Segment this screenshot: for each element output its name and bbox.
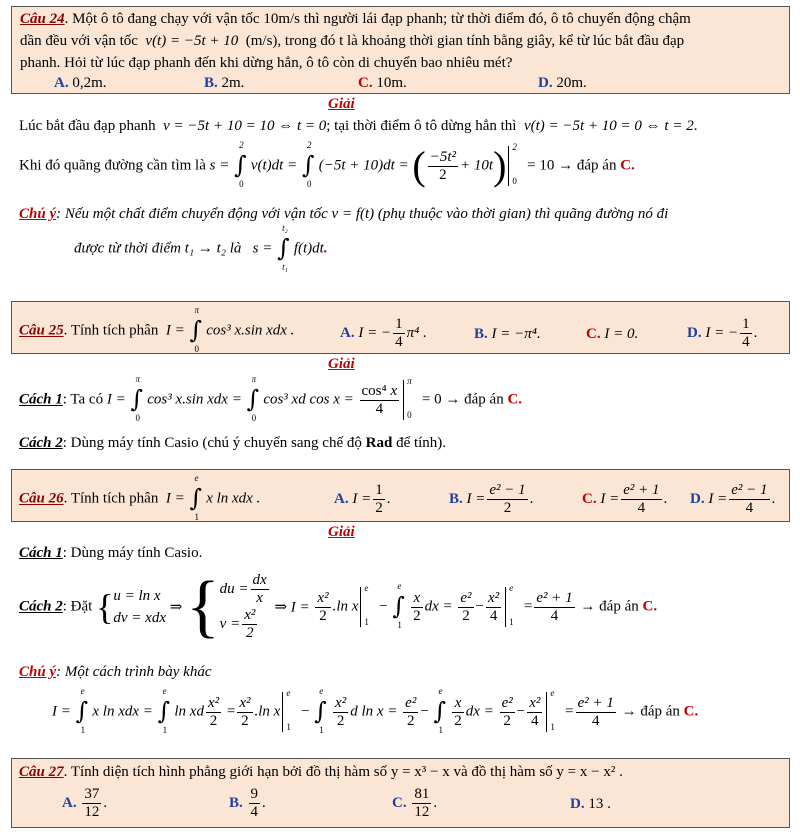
q27-option-c: C. $\frac{81}{12}$ . — [392, 786, 438, 820]
q26-stem: Câu 26. Tính tích phân I = e ∫ 1 x ln xdx . — [19, 473, 261, 522]
q26-option-c: C. I = $\frac{\text{e² + 1}}{4}$ . — [582, 482, 668, 516]
q27-option-a: A. $\frac{37}{12}$ . — [62, 786, 108, 820]
q24-option-d: D. 20m. — [538, 75, 587, 91]
sol24-line-2: Khi đó quãng đường cần tìm là s = 2 ∫ 0 v(t)dt = 2 ∫ 0 (−5t + 10)dt = ( $\frac{\text{−5t²}}{2}$ + 10t) 2 0 = 10 → đáp án C. — [19, 140, 635, 189]
sol25-cach-2: Cách 2: Dùng máy tính Casio (chú ý chuyển sang chế độ Rad để tính). — [19, 435, 447, 451]
sol26-cach-1: Cách 1: Dùng máy tính Casio. — [19, 545, 203, 561]
q24-option-c: C. 10m. — [358, 75, 407, 91]
q24-option-a: A. 0,2m. — [54, 75, 107, 91]
question-27-box — [11, 758, 790, 828]
q24-line-2: dần đều với vận tốc v(t) = −5t + 10 (m/s), trong đó t là khoảng thời gian tính bằng giây, kể từ lúc bắt đầu đạp — [20, 33, 685, 49]
sol25-cach-1: Cách 1: Ta có I = π ∫ 0 cos³ x.sin xdx = π ∫ 0 cos³ xd cos x = $\frac{\text{cos⁴ x}}{4}$ π 0 = 0 → đáp án C. — [19, 374, 523, 423]
q25-option-d: D. I = − $\frac{1}{4}$ . — [687, 316, 758, 350]
q25-stem: Câu 25. Tính tích phân I = π ∫ 0 cos³ x.sin xdx . — [19, 305, 295, 354]
sol26-cach-2: Cách 2: Đặt { u = ln x dv = xdx ⇒ { du = $\frac{dx}{x}$ v = $\frac{\text{x²}}{2}$ ⇒ I = $\frac{\text{x²}}{2}$ .ln x e 1 − e ∫ 1 $\frac{x}{2}$ dx = $\frac{\text{e²}}{2}$ − $\frac{\text{x²}}{4}$ e 1 = $\frac{\text{e² + 1}}{4}$ → đáp án C. — [19, 568, 658, 645]
q25-option-a: A. I = − $\frac{1}{4}$ π⁴ . — [340, 316, 427, 350]
q26-option-a: A. I = $\frac{1}{2}$ . — [334, 482, 391, 516]
question-26-box — [11, 469, 790, 522]
sol24-note-line-1: Chú ý: Nếu một chất điểm chuyển động với vận tốc v = f(t) (phụ thuộc vào thời gian) thì quãng đường nó đi — [19, 206, 669, 222]
question-24-box — [11, 6, 790, 94]
q25-option-c: C. I = 0. — [586, 326, 639, 342]
sol26-alt-derivation: I = e ∫ 1 x ln xdx = e ∫ 1 ln xd $\frac{\text{x²}}{2}$ = $\frac{\text{x²}}{2}$ .ln x e 1 − e ∫ 1 $\frac{\text{x²}}{2}$ d ln x = $\frac{\text{e²}}{2}$ − e ∫ 1 $\frac{x}{2}$ dx = $\frac{\text{e²}}{2}$ − $\frac{\text{x²}}{4}$ e 1 = $\frac{\text{e² + 1}}{4}$ → đáp án C. — [52, 686, 699, 735]
q24-line-1: Câu 24. Một ô tô đang chạy với vận tốc 10m/s thì người lái đạp phanh; từ thời điểm đó, ô tô chuyển động chậm — [20, 11, 691, 27]
q24-line-3: phanh. Hỏi từ lúc đạp phanh đến khi dừng hẳn, ô tô còn di chuyển bao nhiêu mét? — [20, 55, 513, 71]
q26-option-d: D. I = $\frac{\text{e² − 1}}{4}$ . — [690, 482, 776, 516]
q26-option-b: B. I = $\frac{\text{e² − 1}}{2}$ . — [449, 482, 534, 516]
sol24-note-line-2: được từ thời điểm t₁ → t₂ là s = t₂ ∫ t₁ f(t)dt. — [74, 223, 328, 272]
q27-stem: Câu 27. Tính diện tích hình phẳng giới hạn bởi đồ thị hàm số y = x³ − x và đồ thị hàm số y = x − x² . — [19, 764, 623, 780]
solution-25-heading: Giải — [328, 356, 355, 372]
q27-option-d: D. 13 . — [570, 796, 611, 812]
q24-label: Câu 24 — [20, 11, 65, 27]
q25-option-b: B. I = −π⁴. — [474, 326, 541, 342]
question-25-box — [11, 301, 790, 354]
solution-24-heading: Giải — [328, 96, 355, 112]
sol24-line-1: Lúc bắt đầu đạp phanh v = −5t + 10 = 10 ⇔ t = 0; tại thời điểm ô tô dừng hẳn thì v(t) = −5t + 10 = 0 ⇔ t = 2. — [19, 118, 698, 134]
q27-option-b: B. $\frac{9}{4}$ . — [229, 786, 266, 820]
velocity-formula: v(t) = −5t + 10 — [145, 33, 239, 49]
sol26-note: Chú ý: Một cách trình bày khác — [19, 664, 212, 680]
q24-option-b: B. 2m. — [204, 75, 245, 91]
solution-26-heading: Giải — [328, 524, 355, 540]
